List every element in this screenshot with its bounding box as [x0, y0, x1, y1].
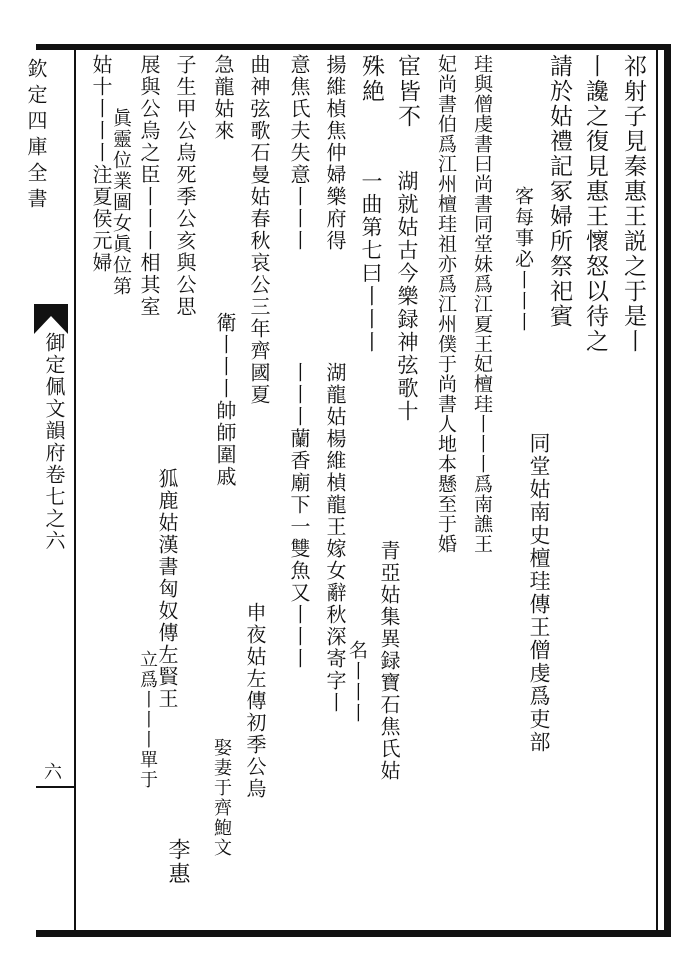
book-title: 御定佩文韻府卷七之六 [42, 332, 66, 552]
text-column: 姑十丨丨丨注夏侯元婦 [89, 54, 113, 274]
margin-divider [74, 44, 76, 937]
text-column: 名丨丨丨 [346, 640, 368, 724]
text-column: 意焦氏夫失意丨丨丨 [287, 54, 311, 252]
text-column: 祁射子見秦惠王説之于是丨 [620, 54, 646, 354]
text-column: 湖就姑古今樂録神弦歌十 [395, 170, 419, 423]
text-column: 青亞姑集異録寶石焦氏姑 [377, 540, 401, 782]
page-number-rule [36, 786, 74, 788]
fishtail-mark-icon [34, 304, 68, 334]
text-column: 申夜姑左傳初季公烏 [243, 602, 267, 800]
frame-right-border [664, 44, 671, 937]
text-column: 丨讒之復見惠王懷怒以待之 [582, 54, 608, 354]
text-column: 揚維楨焦仲婦樂府得 [323, 54, 347, 252]
text-column: 曲神弦歌石曼姑春秋哀公三年齊國夏 [247, 54, 271, 406]
text-column: 同堂姑南史檀珪傳王僧虔爲吏部 [527, 432, 551, 754]
text-column: 客每事必丨丨丨 [512, 186, 534, 333]
text-column: 子生甲公烏死季公亥與公思 [173, 54, 197, 318]
text-column: 珪與僧虔書曰尚書同堂妹爲江夏王妃檀珪丨丨丨爲南譙王 [471, 54, 493, 554]
frame-bottom-border [36, 930, 670, 937]
text-column: 李惠 [165, 838, 190, 886]
page-number: 六 [44, 762, 62, 783]
text-column: 衛丨丨丨帥師圍戚 [213, 312, 237, 488]
text-column: 展與公烏之臣丨丨丨相其室 [137, 54, 161, 318]
text-column: 狐鹿姑漢書匈奴傳左賢王 [155, 468, 179, 710]
text-column: 丨丨丨蘭香廟下一雙魚又丨丨丨 [287, 362, 311, 670]
frame-inner-right-border [656, 44, 658, 937]
collection-title: 欽定四庫全書 [24, 58, 48, 214]
text-column: 娶妻于齊鮑文 [211, 738, 232, 858]
text-column: 一曲第七曰丨丨丨 [359, 170, 383, 354]
text-column: 湖龍姑楊維楨龍王嫁女辭秋深寄字丨 [323, 362, 347, 714]
text-column: 宦皆不 [394, 54, 420, 129]
text-column: 立爲丨丨丨單于 [137, 650, 158, 790]
text-column: 眞靈位業圖女眞位第 [110, 108, 132, 297]
text-column: 急龍姑來 [211, 54, 235, 142]
text-column: 請於姑禮記冢婦所祭祀賓 [546, 54, 572, 329]
text-column: 妃尚書伯爲江州檀珪祖亦爲江州僕于尚書人地本懸至于婚 [435, 54, 457, 554]
text-column: 殊絶 [358, 54, 384, 104]
frame-top-border [36, 44, 670, 50]
